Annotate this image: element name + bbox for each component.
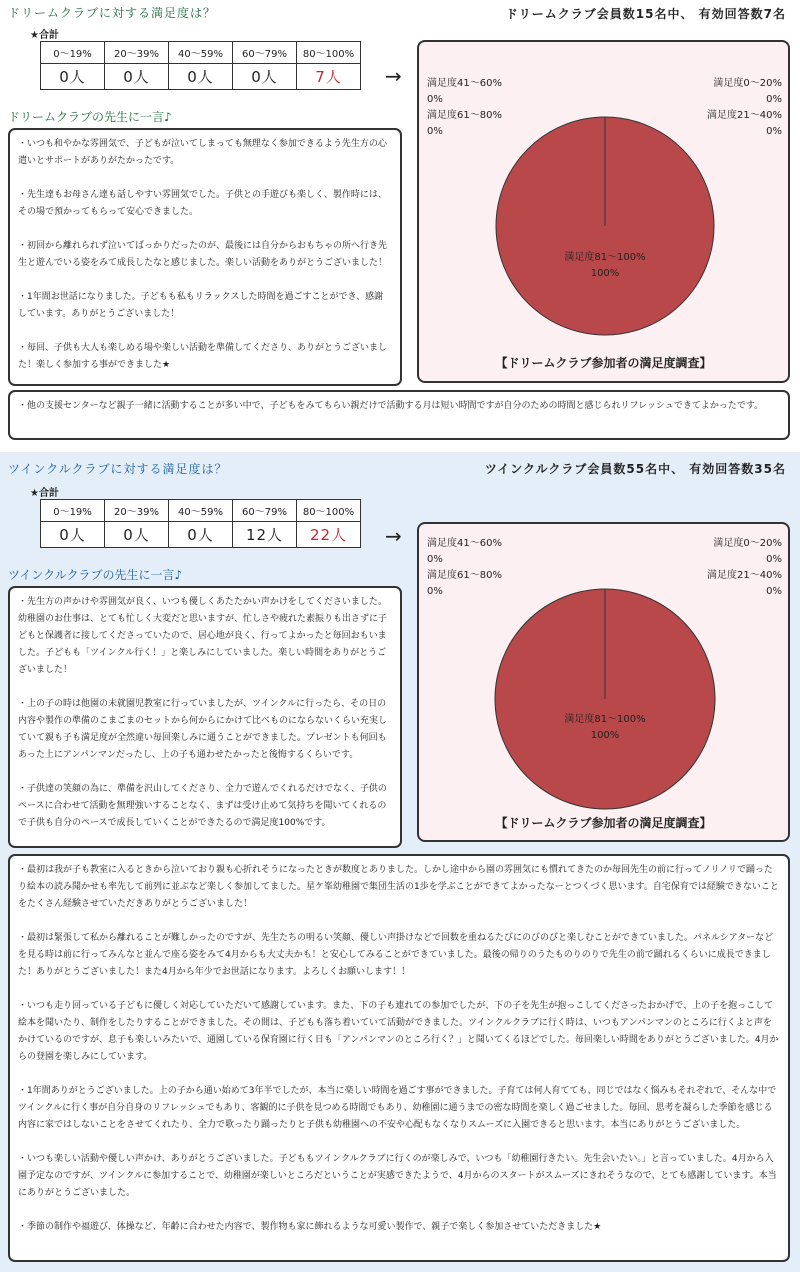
comment: ・1年間お世話になりました。子どもも私もリラックスした時間を過ごすことができ、感謝しています。ありがとうございました！ bbox=[18, 292, 384, 319]
count-cell: 0人 bbox=[41, 522, 105, 548]
dream-chart-caption: 【ドリームクラブ参加者の満足度調査】 bbox=[495, 356, 712, 370]
arrow-icon: → bbox=[385, 524, 402, 548]
count-cell: 0人 bbox=[169, 64, 233, 90]
count-cell: 0人 bbox=[105, 64, 169, 90]
comment: ・1年間ありがとうございました。上の子から通い始めて3年半でしたが、本当に楽しい時間を過ごす事ができました。子育ては何人育てても、同じではなく悩みもそれぞれで、そんな中でツインクルに行く事が自分自身のリフレッシュでもあり、客観的に子供を見つめる時間でもあり、幼稚園に通うまでの密な時間を楽しく過ごせました。毎回、思考を凝らした季節を感じる内容に家ではしないことをさせてくれたり、全力で歌ったり踊ったりと子供も幼稚園への不安や心配もなくなりスムーズに入園できると思います。本当にありがとうございました。 bbox=[18, 1086, 777, 1130]
twinkle-teacher-heading: ツインクルクラブの先生に一言♪ bbox=[8, 568, 183, 582]
dream-member-count: ドリームクラブ会員数15名中、 有効回答数7名 bbox=[505, 7, 786, 21]
range-cell: 40～59% bbox=[169, 500, 233, 522]
dream-summary-label: ★合計 bbox=[30, 30, 59, 41]
twinkle-chart-panel bbox=[417, 522, 790, 842]
dream-chart-panel bbox=[417, 40, 790, 383]
pie-label-61-80: 満足度61～80% 0% bbox=[427, 570, 502, 597]
range-cell: 60～79% bbox=[233, 500, 297, 522]
range-cell: 20～39% bbox=[105, 42, 169, 64]
twinkle-chart-caption: 【ドリームクラブ参加者の満足度調査】 bbox=[495, 816, 712, 830]
count-cell-highlight: 22人 bbox=[297, 522, 361, 548]
comment: ・最初は我が子も教室に入るときから泣いており親も心折れそうになったときが数度とありました。しかし途中から園の雰囲気にも慣れてきたのか毎回先生の前に行ってノリノリで踊ったり絵本の読み聞かせも率先して前列に並ぶなど楽しく参加してました。星ケ峯幼稚園で集団生活の1歩を学ぶことができてよかったなーとつくづく思います。自宅保育では経験できないことをたくさん経験させていただきありがとうございました！ bbox=[18, 865, 779, 909]
arrow-icon: → bbox=[385, 64, 402, 88]
twinkle-distribution-table bbox=[40, 499, 361, 548]
count-cell: 0人 bbox=[41, 64, 105, 90]
range-cell: 80～100% bbox=[297, 500, 361, 522]
comment: ・いつも和やかな雰囲気で、子どもが泣いてしまっても無理なく参加できるよう先生方の心遣いとサポートがありがたかったです。 bbox=[18, 139, 387, 166]
range-cell: 0～19% bbox=[41, 42, 105, 64]
pie-label-0-20: 満足度0～20% 0% bbox=[713, 538, 782, 565]
range-cell: 60～79% bbox=[233, 42, 297, 64]
comment: ・いつも楽しい活動や優しい声かけ、ありがとうございました。子どももツインクルクラブに行くのが楽しみで、いつも「幼稚園行きたい。先生会いたい。」と言っていました。4月から入園予定なのですが、ツインクルに参加することで、幼稚園が楽しいところだということが実感できたようで、4月からのスタートがスムーズにきれそうなので、とても感謝しています。本当にありがとうございました。 bbox=[18, 1154, 777, 1198]
dream-teacher-heading: ドリームクラブの先生に一言♪ bbox=[8, 110, 172, 124]
twinkle-comments-box bbox=[8, 586, 402, 848]
dream-wide-comment-box bbox=[8, 390, 790, 440]
comment: ・いつも走り回っている子どもに優しく対応していただいて感謝しています。また、下の子も連れての参加でしたが、下の子を先生が抱っこしてくださったおかげで、上の子を抱っこして絵本を聞いたり、制作をしたりすることができました。その間は、子どもも落ち着いていて活動ができました。ツインクルクラブに行く時は、いつもアンパンマンのところに行くよと声をかけているのですが、息子も楽しいみたいで、通園している保育園に行く日も「アンパンマンのところ行く？」と聞いてくるほどでした。毎回楽しい時間をありがとうございました。4月からの登園を楽しみにしています。 bbox=[18, 1001, 779, 1062]
pie-label-21-40: 満足度21～40% 0% bbox=[707, 110, 782, 137]
pie-label-21-40: 満足度21～40% 0% bbox=[707, 570, 782, 597]
twinkle-summary-label: ★合計 bbox=[30, 488, 59, 499]
pie-label-0-20: 満足度0～20% 0% bbox=[713, 78, 782, 105]
dream-comments-box bbox=[8, 128, 402, 386]
pie-label-41-60: 満足度41～60% 0% bbox=[427, 538, 502, 565]
comment: ・先生方の声かけや雰囲気が良く、いつも優しくあたたかい声かけをしてくださいました。幼稚園のお仕事は、とても忙しく大変だと思いますが、忙しさや疲れた素振りも出さずに子どもと保護者に接してくださっていたので、居心地が良く、行ってよかったと毎回おもいました。子どもも「ツインクル行く！」と楽しみにしていました。楽しい時間をありがとうございました！ bbox=[18, 597, 388, 675]
comment: ・初回から離れられず泣いてばっかりだったのが、最後には自分からおもちゃの所へ行き先生と遊んでいる姿をみて成長したなと感じました。楽しい活動をありがとうございました！ bbox=[18, 241, 388, 268]
comment: ・他の支援センターなど親子一緒に活動することが多い中で、子どもをみてもらい親だけで活動する月は短い時間ですが自分のための時間と感じられリフレッシュできてよかったです。 bbox=[18, 401, 764, 411]
comment: ・子供達の笑顔の為に、準備を沢山してくださり、全力で遊んでくれるだけでなく、子供のペースに合わせて活動を無理強いすることなく、まずは受け止めて気持ちを聞いてくれるので子供も自分のペースで成長していくことができたるので満足度100%です。 bbox=[18, 784, 387, 828]
comment: ・先生達もお母さん達も話しやすい雰囲気でした。子供との手遊びも楽しく、製作時には、その場で預かってもらって安心できました。 bbox=[18, 190, 387, 217]
twinkle-club-section bbox=[0, 452, 800, 1272]
twinkle-wide-comments-box bbox=[8, 854, 790, 1262]
twinkle-member-count: ツインクルクラブ会員数55名中、 有効回答数35名 bbox=[484, 462, 786, 476]
comment: ・毎回、子供も大人も楽しめる場や楽しい活動を準備してくださり、ありがとうございました！楽しく参加する事ができました★ bbox=[18, 343, 388, 370]
count-cell: 0人 bbox=[105, 522, 169, 548]
pie-label-41-60: 満足度41～60% 0% bbox=[427, 78, 502, 105]
count-cell: 0人 bbox=[169, 522, 233, 548]
pie-label-81-100: 満足度81～100% 100% bbox=[564, 714, 646, 741]
count-cell: 0人 bbox=[233, 64, 297, 90]
range-cell: 80～100% bbox=[297, 42, 361, 64]
comment: ・季節の制作や福遊び、体操など、年齢に合わせた内容で、製作物も家に飾れるような可愛い製作で、親子で楽しく参加させていただきました★ bbox=[18, 1222, 602, 1232]
comment: ・最初は緊張して私から離れることが難しかったのですが、先生たちの明るい笑顔、優しい声掛けなどで回数を重ねるたびにのびのびと楽しむことができていました。パネルシアターなどを見る時は前に行ってみんなと並んで座る姿をみて4月からも大丈夫かも！と安心してみることができていました。最後の帰りのうたものりのりで先生の前で踊れるくらいに成長できました！ありがとうございました！また4月から年少でお世話になります。よろしくお願いします！！ bbox=[18, 933, 774, 977]
pie-label-61-80: 満足度61～80% 0% bbox=[427, 110, 502, 137]
pie-label-81-100: 満足度81～100% 100% bbox=[564, 252, 646, 279]
range-cell: 20～39% bbox=[105, 500, 169, 522]
count-cell-highlight: 7人 bbox=[297, 64, 361, 90]
dream-satisfaction-heading: ドリームクラブに対する満足度は？ bbox=[8, 6, 217, 20]
range-cell: 0～19% bbox=[41, 500, 105, 522]
dream-distribution-table bbox=[40, 41, 361, 90]
twinkle-satisfaction-heading: ツインクルクラブに対する満足度は？ bbox=[8, 462, 228, 476]
dream-club-section bbox=[0, 0, 800, 452]
comment: ・上の子の時は他園の未就園児教室に行っていましたが、ツインクルに行ったら、その日の内容や製作の準備のこまごまのセットから何からにかけて比べものにならないくらい充実していて親も子も満足度が全然違い毎回楽しみに通うことができました。プレゼントも何回もあった上にアンパンマンだったし、上の子も通わせたかったと後悔するくらいです。 bbox=[18, 699, 388, 760]
count-cell: 12人 bbox=[233, 522, 297, 548]
range-cell: 40～59% bbox=[169, 42, 233, 64]
